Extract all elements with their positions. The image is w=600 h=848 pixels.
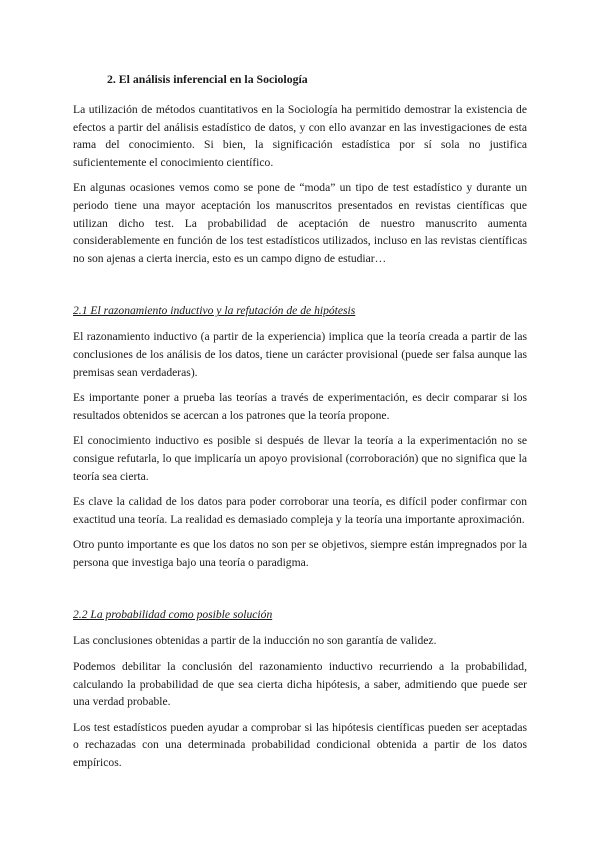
section-spacer (73, 275, 527, 302)
intro-paragraph-1: La utilización de métodos cuantitativos en la Sociología ha permitido demostrar la existencia de efectos a partir del análisis estadístico de datos, y con ello avanzar en las investigaciones de esta rama del conocimiento. Si bien, la significación estadística por sí sola no justifica suficientemente el conocimiento científico. (73, 103, 527, 169)
s1-paragraph-4: Es clave la calidad de los datos para poder corroborar una teoría, es difícil poder confirmar con exactitud una teoría. La realidad es demasiado compleja y la teoría una importante aproximación. (73, 495, 527, 526)
s1-paragraph-2: Es importante poner a prueba las teorías a través de experimentación, es decir comparar si los resultados obtenidos se acercan a los patrones que la teoría propone. (73, 391, 527, 422)
section-spacer (73, 579, 527, 606)
s2-paragraph-1: Las conclusiones obtenidas a partir de la inducción no son garantía de validez. (73, 634, 437, 648)
s1-paragraph-3: El conocimiento inductivo es posible si después de llevar la teoría a la experimentación no se consigue refutarla, lo que implicaría un apoyo provisional (corroboración) que no significa que la teoría sea cierta. (73, 434, 527, 483)
subsection-heading-2-1: 2.1 El razonamiento inductivo y la refutación de de hipótesis (73, 304, 356, 318)
s2-paragraph-3: Los test estadísticos pueden ayudar a comprobar si las hipótesis científicas pueden ser aceptadas o rechazadas con una determinada probabilidad condicional obtenida a partir de los datos empíricos. (73, 720, 527, 770)
document-body (73, 70, 527, 780)
section-title: 2. El análisis inferencial en la Sociología (107, 72, 308, 86)
s1-paragraph-1: El razonamiento inductivo (a partir de la experiencia) implica que la teoría creada a partir de las conclusiones de los análisis de los datos, tiene un carácter provisional (puede ser falsa aunque las premisas sean verdaderas). (73, 330, 527, 379)
subsection-heading-2-2: 2.2 La probabilidad como posible solución (73, 608, 273, 622)
s2-paragraph-2: Podemos debilitar la conclusión del razonamiento inductivo recurriendo a la probabilidad, calculando la probabilidad de que sea cierta dicha hipótesis, a saber, admitiendo que puede ser una verdad probable. (73, 660, 527, 709)
s1-paragraph-5: Otro punto importante es que los datos no son per se objetivos, siempre están impregnados por la persona que investiga bajo una teoría o paradigma. (73, 538, 527, 569)
intro-paragraph-2: En algunas ocasiones vemos como se pone de “moda” un tipo de test estadístico y durante un periodo tiene una mayor aceptación los manuscritos presentados en revistas científicas que utilizan dicho test. La probabilidad de aceptación de nuestro manuscrito aumenta considerablemente en función de los test estadísticos utilizados, incluso en las revistas científicas no son ajenas a cierta inercia, esto es un campo digno de estudiar… (73, 181, 527, 265)
